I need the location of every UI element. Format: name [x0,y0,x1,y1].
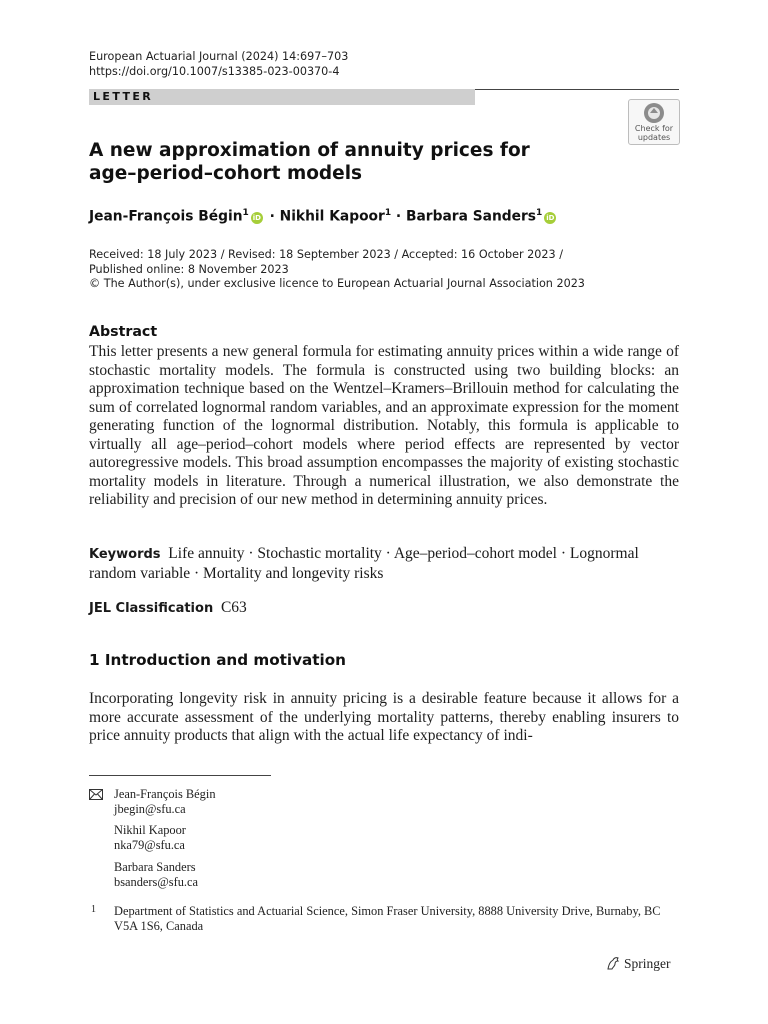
check-for-updates-badge[interactable] [628,99,680,145]
jel-label: JEL Classification [89,601,214,616]
contact-name: Jean-François Bégin [114,787,216,801]
journal-citation: European Actuarial Journal (2024) 14:697–703 [89,50,349,63]
publication-dates [89,248,585,292]
abstract-heading: Abstract [89,324,158,340]
article-type-label: LETTER [93,90,154,103]
publisher-name: Springer [624,956,671,971]
keywords-label: Keywords [89,547,161,562]
jel-block [89,599,247,617]
author-separator: · [391,208,406,225]
author-affiliation-marker: 1 [536,208,543,218]
author-affiliation-marker: 1 [384,208,392,218]
publisher-logo [606,956,671,972]
author-separator: · [264,208,280,225]
envelope-icon [89,789,103,804]
contact-name: Barbara Sanders [114,860,196,874]
footnote-rule [89,775,271,776]
author-name[interactable]: Barbara Sanders [405,208,537,225]
keywords-block [89,545,679,583]
intro-text: Incorporating longevity risk in annuity pricing is a desirable feature because it allows for a more accurate assessment of the underlying mortality patterns, thereby enabling insurers to price annuity products that align with the actual life expectancy of indi- [89,690,679,744]
author-affiliation-marker: 1 [242,208,249,218]
orcid-icon[interactable]: iD [252,213,261,222]
author-name[interactable]: Jean-François Bégin [89,208,243,225]
author-name[interactable]: Nikhil Kapoor [279,208,385,225]
author-list [89,208,558,225]
keywords-text: Life annuity · Stochastic mortality · Age–period–cohort model · Lognormal random variable · Mortality and longevity risks [89,545,639,582]
orcid-icon[interactable]: iD [546,213,555,222]
contact-email[interactable]: jbegin@sfu.ca [114,802,186,816]
contact-email[interactable]: bsanders@sfu.ca [114,875,199,889]
contact-2 [114,823,186,853]
check-for-updates-label: Check for updates [634,124,674,142]
affiliation-text: Department of Statistics and Actuarial Science, Simon Fraser University, 8888 University Drive, Burnaby, BC V5A 1S6, Canada [114,904,661,933]
contact-3 [114,860,198,890]
check-for-updates-icon [629,101,679,125]
dates-published-line: Published online: 8 November 2023 [89,262,289,276]
abstract-text: This letter presents a new general formula for estimating annuity prices within a wide range of stochastic mortality models. The formula is constructed using two building blocks: an approximation technique based on the Wentzel–Kramers–Brillouin method for calculating the sum of correlated lognormal random variables, and an approximate expression for the moment generating function of the lognormal distribution. Notably, this formula is applicable to virtually all age–period–cohort models where period effects are represented by vector autoregressive models. This broad assumption encompasses the majority of existing stochastic mortality models in literature. Through a numerical illustration, we also demonstrate the reliability and precision of our new method in determining annuity prices. [89,343,679,508]
dates-received-line: Received: 18 July 2023 / Revised: 18 September 2023 / Accepted: 16 October 2023 / [89,248,563,261]
contact-email[interactable]: nka79@sfu.ca [114,838,185,852]
copyright-line: © The Author(s), under exclusive licence to European Actuarial Journal Association 2023 [89,277,585,290]
doi-link[interactable]: https://doi.org/10.1007/s13385-023-00370-4 [89,65,340,78]
contact-name: Nikhil Kapoor [114,823,186,837]
contact-1 [114,787,216,817]
article-title: A new approximation of annuity prices for age–period–cohort models [89,140,530,184]
intro-heading: 1 Introduction and motivation [89,651,346,669]
springer-horse-icon [606,956,620,970]
jel-code: C63 [220,599,247,616]
affiliation-number: 1 [91,904,96,915]
